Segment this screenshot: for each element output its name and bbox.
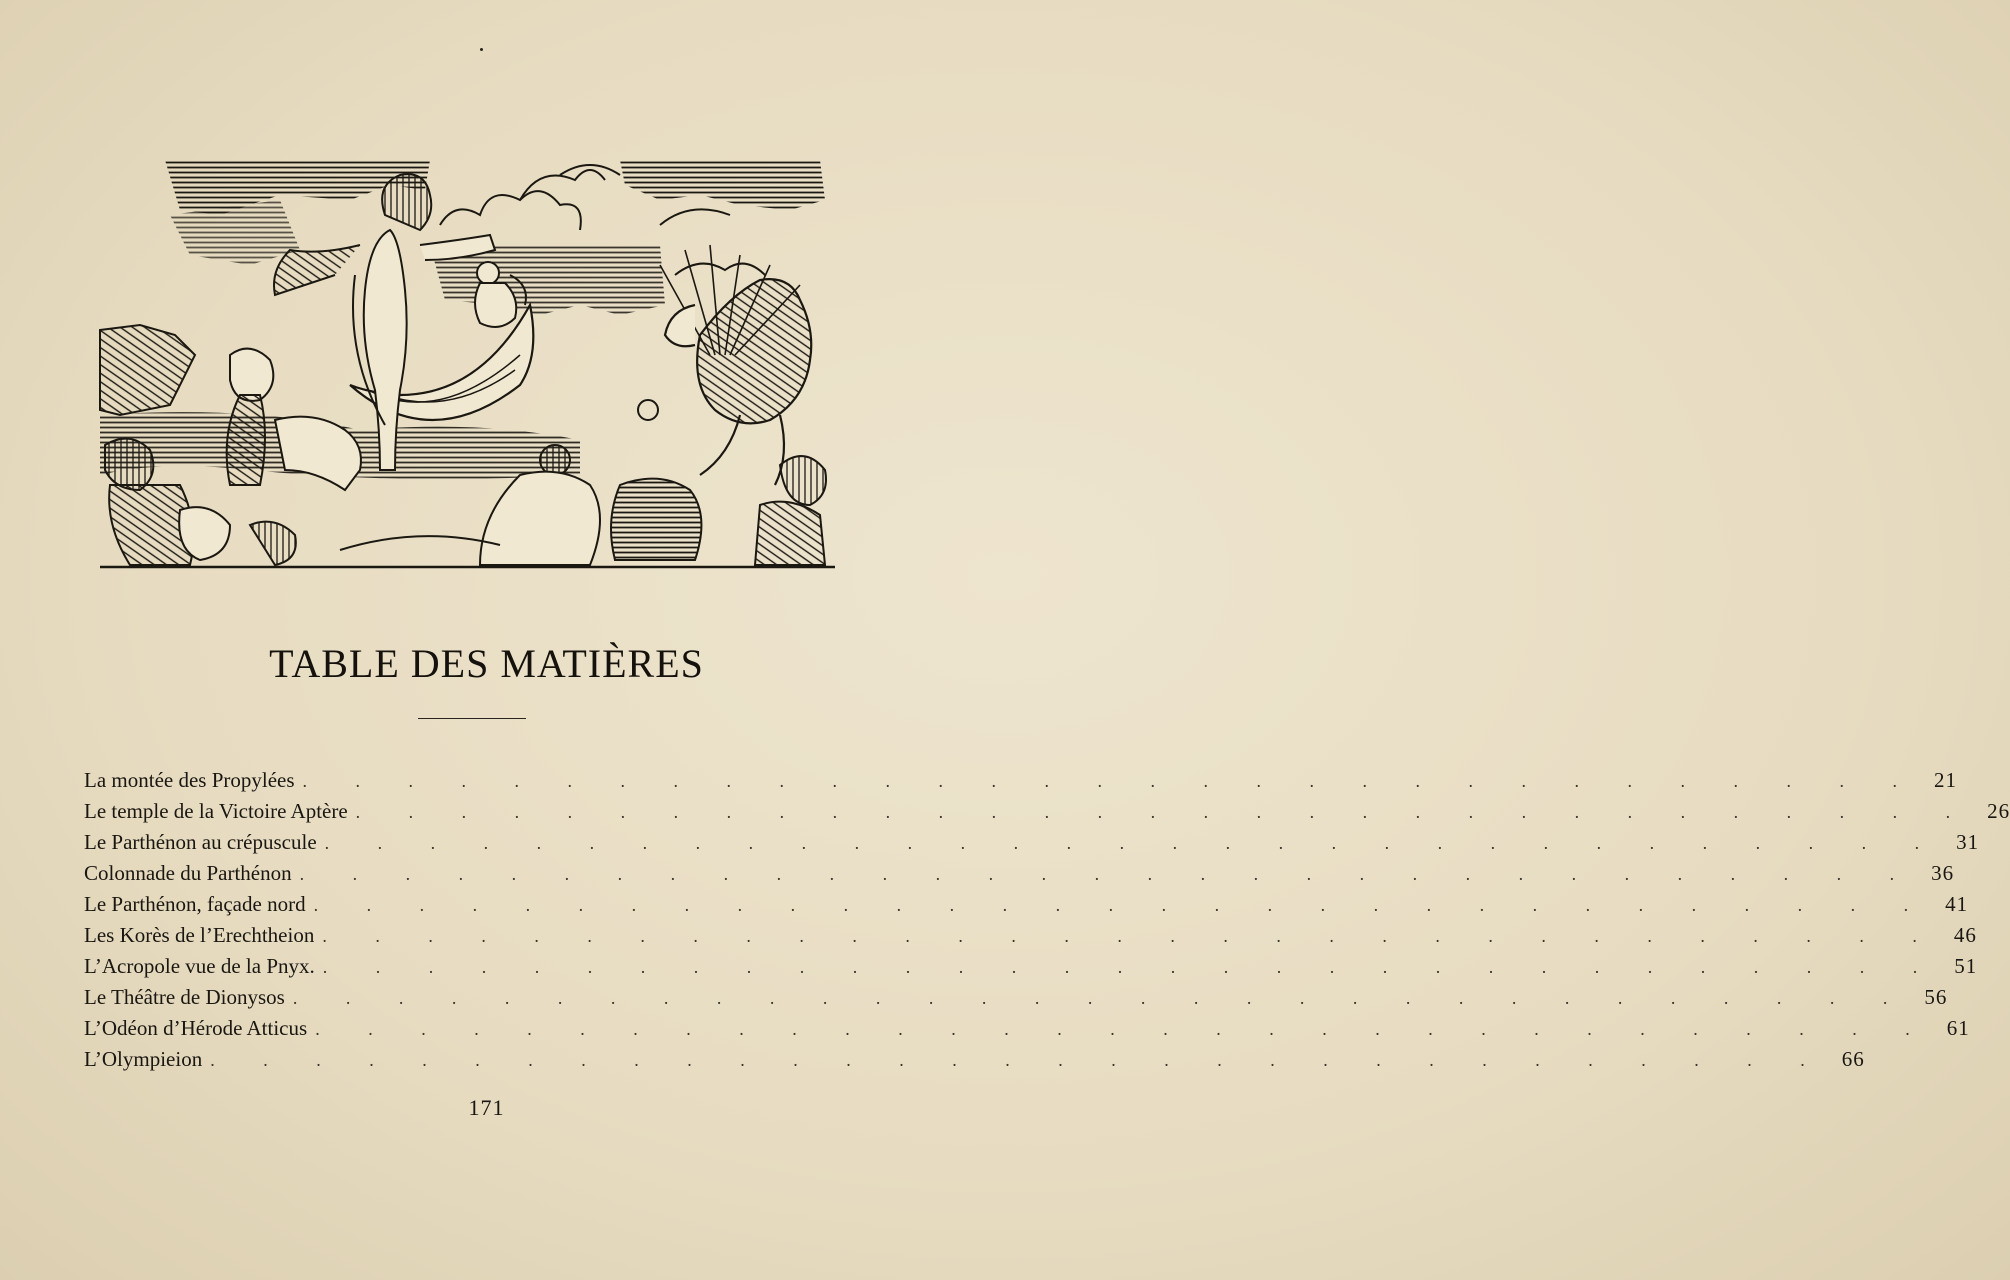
toc-entry-page: 46: [1953, 923, 1977, 947]
toc-entry-page: 56: [1924, 985, 1948, 1009]
toc-entry-page: 36: [1931, 861, 1955, 885]
toc-entry-title: Les Korès de l’Erechtheion: [84, 923, 315, 947]
page-number: 171: [468, 1095, 505, 1120]
toc-entry[interactable]: [84, 796, 2010, 827]
toc-entry-title: L’Acropole vue de la Pnyx.: [84, 954, 315, 978]
dot-leader: . . . . . . . . . . . . . . . . . . . . . . . . . . . . . . .: [299, 864, 1917, 884]
table-of-contents: [84, 765, 2010, 1075]
toc-entry-title: Le temple de la Victoire Aptère: [84, 799, 348, 823]
dot-leader: . . . . . . . . . . . . . . . . . . . . . . . . . . . . . . .: [313, 895, 1931, 915]
toc-entry[interactable]: [84, 982, 1948, 1013]
toc-entry[interactable]: [84, 827, 1980, 858]
toc-entry-title: L’Odéon d’Hérode Atticus: [84, 1016, 308, 1040]
toc-entry-page: 21: [1934, 768, 1958, 792]
toc-entry-page: 51: [1954, 954, 1978, 978]
toc-entry[interactable]: [84, 765, 1958, 796]
dot-leader: . . . . . . . . . . . . . . . . . . . . . . . . . . . . . . .: [324, 833, 1942, 853]
dot-leader: . . . . . . . . . . . . . . . . . . . . . . . . . . . . . . .: [302, 771, 1920, 791]
toc-entry[interactable]: [84, 951, 1978, 982]
toc-entry-title: L’Olympieion: [84, 1047, 203, 1071]
dot-leader: . . . . . . . . . . . . . . . . . . . . . . . . . . . . . . .: [355, 802, 1973, 822]
page-title: TABLE DES MATIÈRES: [269, 641, 704, 686]
toc-entry-title: Le Parthénon, façade nord: [84, 892, 306, 916]
toc-entry[interactable]: [84, 1044, 1865, 1075]
toc-entry[interactable]: [84, 920, 1977, 951]
dot-leader: . . . . . . . . . . . . . . . . . . . . . . . . . . . . . . .: [315, 1019, 1932, 1039]
woodcut-illustration-icon: [100, 155, 840, 575]
ink-dot: [480, 48, 483, 51]
toc-entry-title: La montée des Propylées: [84, 768, 295, 792]
toc-entry-page: 41: [1945, 892, 1969, 916]
dot-leader: . . . . . . . . . . . . . . . . . . . . . . . . . . . . . . .: [322, 957, 1940, 977]
toc-entry-title: Colonnade du Parthénon: [84, 861, 292, 885]
title-divider: [418, 718, 526, 719]
dot-leader: . . . . . . . . . . . . . . . . . . . . . . . . . . . . . . .: [322, 926, 1939, 946]
dot-leader: . . . . . . . . . . . . . . . . . . . . . . . . . . . . . . .: [292, 988, 1910, 1008]
toc-entry-page: 31: [1956, 830, 1980, 854]
toc-entry-title: Le Parthénon au crépuscule: [84, 830, 317, 854]
toc-entry[interactable]: [84, 858, 1955, 889]
toc-entry-title: Le Théâtre de Dionysos: [84, 985, 285, 1009]
dot-leader: . . . . . . . . . . . . . . . . . . . . . . . . . . . . . . .: [210, 1050, 1827, 1070]
toc-entry-page: 61: [1946, 1016, 1970, 1040]
toc-entry[interactable]: [84, 1013, 1970, 1044]
toc-entry[interactable]: [84, 889, 1969, 920]
toc-entry-page: 26: [1987, 799, 2010, 823]
toc-entry-page: 66: [1841, 1047, 1865, 1071]
